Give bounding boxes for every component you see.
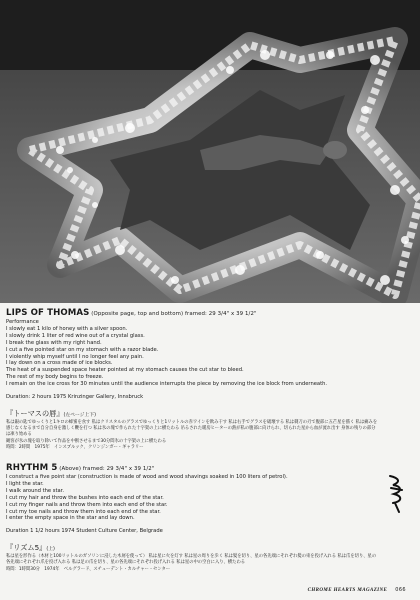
lips-line: The heat of a suspended space heater pointed at my stomach causes the cut star to bleed. [6,367,244,374]
rhythm-jp-title: 『リズム5』 [6,543,47,553]
rhythm-duration: Duration 1 1/2 hours 1974 Student Culture Center, Belgrade [6,528,163,535]
lips-category: Performance [6,319,39,325]
lips-line: I break the glass with my right hand. [6,339,102,346]
lips-jp-line: 時間：2時間 1975年 インスブルック、クリンジンガー・ギャラリー [6,444,144,450]
lips-duration: Duration: 2 hours 1975 Krinzinger Gallery, Innsbruck [6,394,144,401]
rhythm-line: I enter the empty space in the star and lay down. [6,515,135,522]
text-content [6,308,378,573]
rhythm-jp-line: 時間：1時間30分 1974年 ベルグラード、スチューデント・カルチャー・センター [6,566,171,572]
rhythm-jp-line: 各先端にそれぞれ爪を投げ入れる 私は足の爪を切り、星の各先端にそれぞれ投げ入れる 私は星の中の空白に入り、横たわる [6,560,246,566]
lips-jp-title-line [6,409,378,420]
rhythm-line: I cut my toe nails and throw them into each end of the star. [6,508,161,515]
lips-line: I slowly eat 1 kilo of honey with a silver spoon. [6,325,128,332]
lips-line: I cut a five pointed star on my stomach with a razor blade. [6,346,159,353]
lips-title-line [6,308,378,319]
lips-line: The rest of my body begins to freeze. [6,374,104,381]
page-footer [308,587,406,593]
rhythm-line: I cut my hair and throw the bushes into each end of the star. [6,494,164,501]
lips-title: LIPS OF THOMAS [6,308,90,318]
lips-jp-line: 感じなくなるまで自分自身を激しく鞭を打つ 私は氷の塊で作られた十字架の上に横たわる 吊るされた暖房ヒーターの熱が私の腹部に向けられ、切られた星から血が流れ出す 身体の残りの部分は凍り始める [6,426,376,438]
page-number: 066 [395,587,406,593]
lips-line: I remain on the ice cross for 30 minutes until the audience interrupts the piece by removing the ice block from underneath. [6,381,328,388]
rhythm-jp-title-line [6,543,378,554]
rhythm-line: I walk around the star. [6,487,64,494]
lips-jp-line: 観客が氷の塊を取り除いて作品を中断させるまで30分間氷の十字架の上に横たわる [6,438,167,444]
signature-mark [385,472,407,514]
magazine-name: CHROME HEARTS MAGAZINE [307,588,388,593]
lips-jp-title: 『トーマスの唇』 [6,408,64,418]
rhythm-line: I cut my finger nails and throw them into each end of the star. [6,501,168,508]
lips-line: I slowly drink 1 liter of red wine out of a crystal glass. [6,332,145,339]
rhythm-jp-line: 私は星を形作る（木材と100リットルのガソリンに浸した木屑を使って） 私は星に火を灯す 私は星の周りを歩く 私は髪を切り、星の各先端にそれぞれ髪の束を投げ入れる 私は爪を切り、星の [6,554,377,560]
lips-jp-line: 私は銀の匙でゆっくりと1キロの蜂蜜を食す 私はクリスタルのグラスでゆっくりと1リットルの赤ワインを飲み干す 私は右手でグラスを破壊する 私は剃刀の刃で腹部に五芒星を描く 私は痛みを [6,419,378,425]
rhythm-title: RHYTHM 5 [6,462,58,473]
rhythm-line: I light the star. [6,480,44,487]
rhythm-title-line [6,463,378,474]
rhythm-subtitle: (Above) framed: 29 3/4" x 39 1/2" [57,465,155,472]
rhythm-line: I construct a five point star (construction is made of wood and wood shavings soaked in 100 liters of petrol). [6,473,288,480]
lips-subtitle: (Opposite page, top and bottom) framed: 29 3/4" x 39 1/2" [89,311,257,317]
lips-line: I violently whip myself until I no longer feel any pain. [6,353,144,360]
lips-jp-title-note: (左ページ上下) [63,412,96,418]
lips-line: I lay down on a cross made of ice blocks. [6,360,113,367]
rhythm-jp-title-note: (上) [46,547,55,553]
